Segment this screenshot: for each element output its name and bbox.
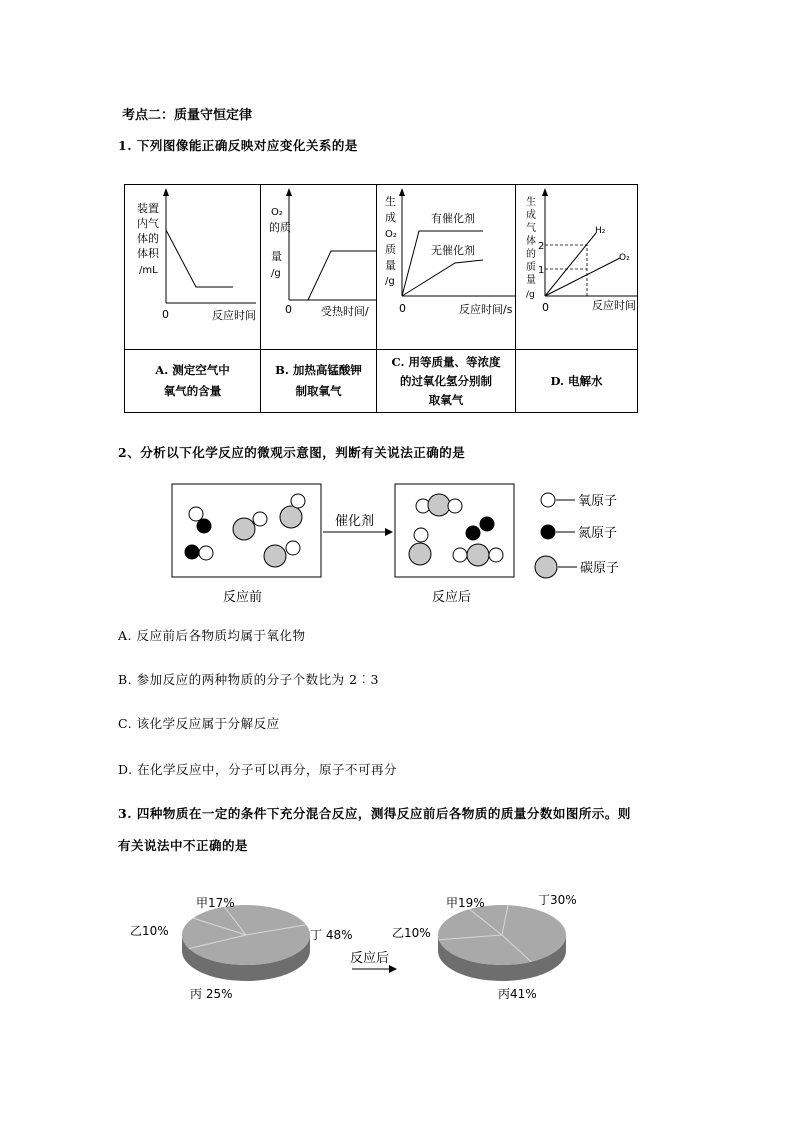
question-2-option-c: C. 该化学反应属于分解反应 xyxy=(118,716,280,731)
caption-c-line-3: 取氧气 xyxy=(428,392,464,407)
pie-after xyxy=(438,905,566,981)
caption-a-line-1: A. 测定空气中 xyxy=(155,363,230,377)
graph-a-ylabel-3: 体积 xyxy=(137,247,159,260)
legend-nitrogen-icon xyxy=(541,525,555,539)
caption-b xyxy=(261,350,377,413)
question-3-stem-line-1: 3. 四种物质在一定的条件下充分混合反应，测得反应前后各物质的质量分数如图所示。则 xyxy=(118,806,631,821)
graph-d-tick-2: 2 xyxy=(538,241,545,252)
graph-c-ylabel-1: 成 xyxy=(385,211,396,224)
graph-d-ylabel-4: 的 xyxy=(526,249,536,260)
question-2-option-b: B. 参加反应的两种物质的分子个数比为 2︰3 xyxy=(118,672,380,687)
pie-charts xyxy=(120,880,600,1010)
graph-d-line-label-h2: H₂ xyxy=(595,226,606,236)
molecule-diagram xyxy=(160,470,660,610)
caption-d xyxy=(516,350,638,413)
graph-c-ylabel-2: O₂ xyxy=(385,229,397,240)
graph-b-ylabel-1: 的质 xyxy=(269,221,291,234)
graph-d-ylabel-0: 生 xyxy=(526,197,536,208)
graph-b-ylabel-3: /g xyxy=(271,268,281,279)
graph-d-ylabel-3: 体 xyxy=(526,236,536,247)
after-box xyxy=(395,484,514,577)
pie-after-label-yi: 乙10% xyxy=(392,926,431,940)
caption-c xyxy=(377,350,516,413)
pie-before-label-bing: 丙 25% xyxy=(190,987,233,1001)
question-2-option-a: A. 反应前后各物质均属于氧化物 xyxy=(118,628,306,643)
graph-d-ylabel-7: /g xyxy=(526,290,535,300)
graph-c-origin: 0 xyxy=(399,302,406,315)
graph-a xyxy=(125,185,261,345)
graph-c-ylabel-5: /g xyxy=(385,276,395,287)
question-1-stem: 1. 下列图像能正确反映对应变化关系的是 xyxy=(118,138,358,153)
graph-a-xlabel: 反应时间 xyxy=(212,309,256,322)
graph-a-ylabel-0: 装置 xyxy=(137,202,159,215)
graph-d-ylabel-1: 成 xyxy=(526,210,536,221)
question-1-graph-table xyxy=(124,184,638,413)
pie-before-label-jia: 甲17% xyxy=(196,896,235,910)
after-label: 反应后 xyxy=(432,590,472,605)
pie-before-label-ding: 丁 48% xyxy=(310,928,353,942)
graph-c-ylabel-0: 生 xyxy=(385,195,396,208)
graph-b-cell xyxy=(261,185,377,350)
graph-d-tick-1: 1 xyxy=(538,265,545,276)
graph-c-cell xyxy=(377,185,516,350)
graph-d-ylabel-2: 气 xyxy=(526,223,536,234)
legend xyxy=(535,493,577,578)
caption-b-line-2: 制取氧气 xyxy=(295,384,342,398)
question-3-stem-line-2: 有关说法中不正确的是 xyxy=(118,838,249,853)
graph-b-ylabel-2: 量 xyxy=(271,250,282,263)
graph-b-origin: 0 xyxy=(285,303,292,316)
graph-a-cell xyxy=(125,185,261,350)
legend-carbon-icon xyxy=(535,556,557,578)
legend-nitrogen-label: 氮原子 xyxy=(578,526,618,541)
graph-d-ylabel-6: 量 xyxy=(526,275,536,286)
legend-oxygen-icon xyxy=(541,493,555,507)
pie-after-label-ding: 丁30% xyxy=(538,893,577,907)
legend-carbon-label: 碳原子 xyxy=(580,561,620,576)
caption-a-line-2: 氧气的含量 xyxy=(163,384,222,398)
caption-c-line-2: 的过氧化氢分别制 xyxy=(400,373,492,388)
graph-d-ylabel-5: 质 xyxy=(526,262,536,273)
graph-d-origin: 0 xyxy=(542,301,549,314)
arrow-label-after: 反应后 xyxy=(350,951,390,966)
legend-oxygen-label: 氧原子 xyxy=(578,494,618,509)
pie-before xyxy=(182,905,310,981)
graph-d xyxy=(516,185,638,345)
graph-d-line-label-o2: O₂ xyxy=(619,253,630,263)
graph-b xyxy=(261,185,377,345)
graph-c-line-label-catalyst: 有催化剂 xyxy=(431,212,475,225)
graph-d-xlabel: 反应时间 xyxy=(592,299,636,312)
graph-d-cell xyxy=(516,185,638,350)
question-2-option-d: D. 在化学反应中，分子可以再分，原子不可再分 xyxy=(118,762,398,777)
pie-after-label-bing: 丙41% xyxy=(498,987,537,1001)
pie-after-label-jia: 甲19% xyxy=(446,896,485,910)
graph-a-origin: 0 xyxy=(162,308,169,321)
question-2-stem: 2、分析以下化学反应的微观示意图，判断有关说法正确的是 xyxy=(118,445,466,460)
pie-before-label-yi: 乙10% xyxy=(130,924,169,938)
caption-c-line-1: C. 用等质量、等浓度 xyxy=(391,354,501,369)
graph-c-xlabel: 反应时间/s xyxy=(459,303,513,316)
caption-b-line-1: B. 加热高锰酸钾 xyxy=(275,363,362,377)
graph-a-ylabel-4: /mL xyxy=(139,265,158,276)
graph-c-ylabel-3: 质 xyxy=(385,243,396,256)
graph-c-ylabel-4: 量 xyxy=(385,259,396,272)
graph-c-line-label-no-catalyst: 无催化剂 xyxy=(431,244,475,257)
caption-d-line-1: D. 电解水 xyxy=(550,373,603,388)
graph-b-xlabel: 受热时间/ xyxy=(321,305,369,318)
graph-a-ylabel-1: 内气 xyxy=(137,217,159,230)
caption-a xyxy=(125,350,261,413)
arrow-label-catalyst: 催化剂 xyxy=(335,514,375,529)
before-label: 反应前 xyxy=(223,590,263,605)
section-title: 考点二：质量守恒定律 xyxy=(122,108,253,123)
graph-b-ylabel-0: O₂ xyxy=(271,207,283,218)
graph-a-ylabel-2: 体的 xyxy=(137,232,159,245)
graph-c xyxy=(377,185,516,345)
